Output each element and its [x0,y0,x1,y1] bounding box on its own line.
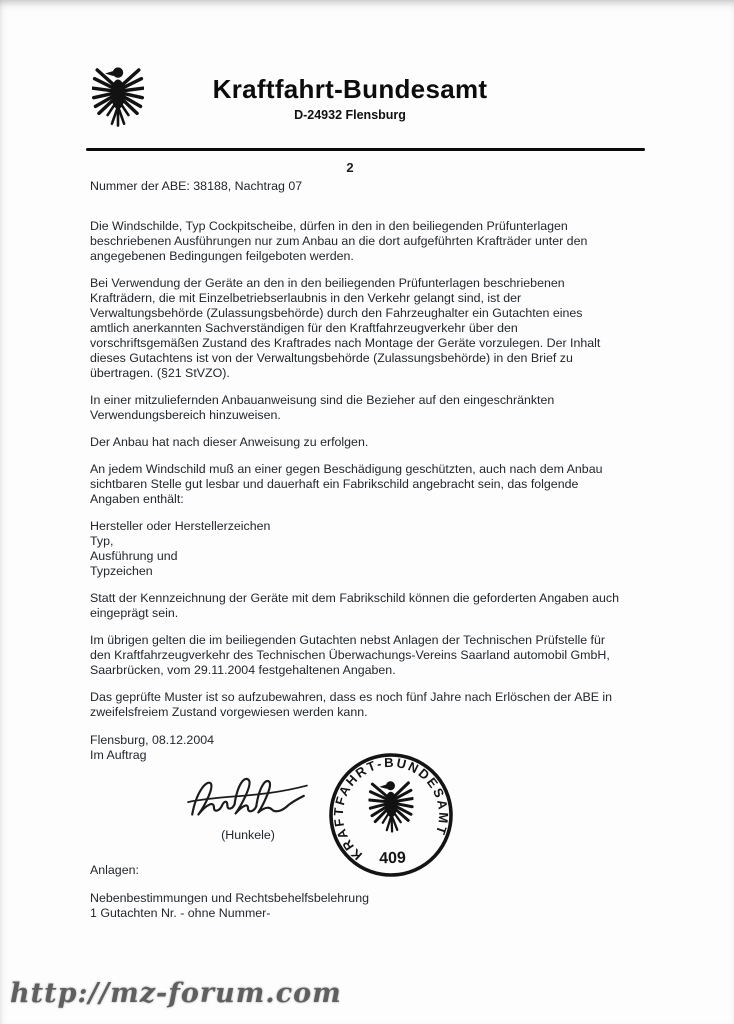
attachment-item: 1 Gutachten Nr. - ohne Nummer- [90,906,271,920]
place-date: Flensburg, 08.12.2004 [90,733,214,747]
attachment-item: Nebenbestimmungen und Rechtsbehelfsbelehrung [90,891,369,905]
attachments-section [90,863,369,921]
paragraph-muster: Das geprüfte Muster ist so aufzubewahren, dass es noch fünf Jahre nach Erlöschen der ABE in zweifelsfreiem Zustand vorgewiesen werden kann. [90,690,613,719]
paragraph-anbauanweisung: In einer mitzuliefernden Anbauanweisung sind die Bezieher auf den eingeschränkten Verwendungsbereich hinzuweisen. [90,393,555,422]
stamp-number: 409 [378,849,407,868]
agency-location: D-24932 Flensburg [294,108,406,122]
fabrikschild-list [90,519,625,579]
stamp-eagle-icon [369,780,414,832]
date-block [90,733,214,763]
abe-reference-line: Nummer der ABE: 38188, Nachtrag 07 [90,179,303,193]
list-item: Hersteller oder Herstellerzeichen [90,519,271,533]
letter-body [90,219,625,732]
header-divider [86,148,645,151]
watermark-url: http://mz-forum.com [10,978,342,1009]
list-item: Ausführung und [90,549,178,563]
attachments-heading: Anlagen: [90,863,139,877]
list-item: Typ, [90,534,114,548]
paragraph-verwendung: Bei Verwendung der Geräte an den in den beiliegenden Prüfunterlagen beschriebenen Krafträdern, die mit Einzelbetriebserlaubnis in den Verkehr gelangt sind, ist der Verwaltungsbehörde (Zulassungsbehörde) durch den Fahrzeughalter ein Gutachten eines amtlich anerkannten Sachverständigen für den Kraftfahrzeugverkehr über den vorschriftsgemäßen Zustand des Kraftrades nach Montage der Geräte vorzulegen. Der Inhalt dieses Gutachtens ist von der Verwaltungsbehörde (Zulassungsbehörde) in den Brief zu übertragen. (§21 StVZO). [90,276,601,380]
paragraph-fabrikschild: An jedem Windschild muß an einer gegen Beschädigung geschützten, auch nach dem Anbau sichtbaren Stelle gut lesbar und dauerhaft ein Fabrikschild angebracht sein, das folgende Angaben enthält: [90,462,603,506]
handwritten-signature [186,772,310,826]
paragraph-kennzeichnung: Statt der Kennzeichnung der Geräte mit dem Fabrikschild können die geforderten Angaben auch eingeprägt sein. [90,591,619,620]
stamp-ring-text: KRAFTFAHRT-BUNDESAMT [330,754,452,864]
list-item: Typzeichen [90,564,153,578]
agency-title: Kraftfahrt-Bundesamt [212,74,488,104]
paragraph-anbau: Der Anbau hat nach dieser Anweisung zu erfolgen. [90,435,369,449]
paragraph-windschilde: Die Windschilde, Typ Cockpitscheibe, dürfen in den in den beiliegenden Prüfunterlagen beschriebenen Ausführungen nur zum Anbau an die dort aufgeführten Krafträder unter den angegebenen Bedingungen feilgeboten werden. [90,219,588,263]
page-number: 2 [346,160,354,175]
signer-name: (Hunkele) [221,828,275,842]
letterhead [90,74,610,122]
paragraph-gutachten: Im übrigen gelten die im beiliegenden Gutachten nebst Anlagen der Technischen Prüfstelle für den Kraftfahrzeugverkehr des Technischen Überwachungs-Vereins Saarland automobil GmbH, Saarbrücken, vom 29.11.2004 festgehaltenen Angaben. [90,633,610,677]
im-auftrag: Im Auftrag [90,748,147,762]
